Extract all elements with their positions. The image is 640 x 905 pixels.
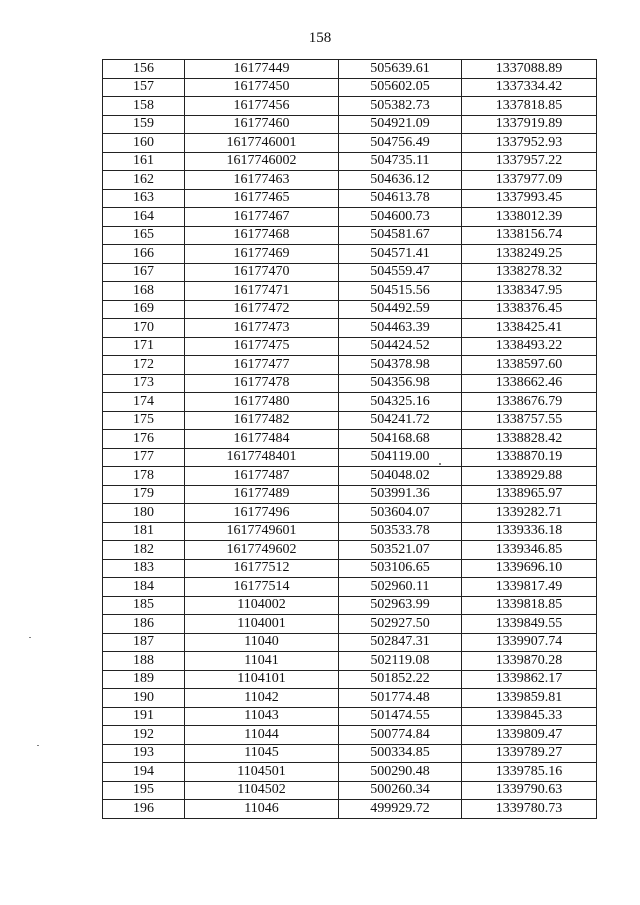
point-id-cell: 16177484 [185,430,339,449]
table-row [103,448,597,467]
table-row [103,134,597,153]
row-number-cell: 195 [103,781,185,800]
y-coordinate-cell: 1339849.55 [462,615,597,634]
table-row [103,467,597,486]
x-coordinate-cell: 503533.78 [339,522,462,541]
y-coordinate-cell: 1337818.85 [462,97,597,116]
y-coordinate-cell: 1337334.42 [462,78,597,97]
row-number-cell: 189 [103,670,185,689]
y-coordinate-cell: 1338156.74 [462,226,597,245]
table-row [103,356,597,375]
point-id-cell: 1617746001 [185,134,339,153]
x-coordinate-cell: 500334.85 [339,744,462,763]
point-id-cell: 16177472 [185,300,339,319]
row-number-cell: 175 [103,411,185,430]
y-coordinate-cell: 1339336.18 [462,522,597,541]
point-id-cell: 16177450 [185,78,339,97]
y-coordinate-cell: 1339780.73 [462,800,597,819]
row-number-cell: 190 [103,689,185,708]
y-coordinate-cell: 1338662.46 [462,374,597,393]
point-id-cell: 1617746002 [185,152,339,171]
y-coordinate-cell: 1338870.19 [462,448,597,467]
point-id-cell: 16177475 [185,337,339,356]
row-number-cell: 187 [103,633,185,652]
table-row [103,781,597,800]
y-coordinate-cell: 1339845.33 [462,707,597,726]
y-coordinate-cell: 1339789.27 [462,744,597,763]
y-coordinate-cell: 1339696.10 [462,559,597,578]
point-id-cell: 16177477 [185,356,339,375]
table-row [103,115,597,134]
table-row [103,300,597,319]
point-id-cell: 1617748401 [185,448,339,467]
x-coordinate-cell: 504325.16 [339,393,462,412]
table-row [103,559,597,578]
point-id-cell: 16177470 [185,263,339,282]
table-row [103,393,597,412]
row-number-cell: 159 [103,115,185,134]
x-coordinate-cell: 503106.65 [339,559,462,578]
table-row [103,744,597,763]
x-coordinate-cell: 501852.22 [339,670,462,689]
point-id-cell: 1104101 [185,670,339,689]
x-coordinate-cell: 504581.67 [339,226,462,245]
y-coordinate-cell: 1338278.32 [462,263,597,282]
y-coordinate-cell: 1339818.85 [462,596,597,615]
point-id-cell: 16177467 [185,208,339,227]
y-coordinate-cell: 1338012.39 [462,208,597,227]
x-coordinate-cell: 502960.11 [339,578,462,597]
y-coordinate-cell: 1338597.60 [462,356,597,375]
table-row [103,578,597,597]
y-coordinate-cell: 1337977.09 [462,171,597,190]
row-number-cell: 168 [103,282,185,301]
x-coordinate-cell: 502963.99 [339,596,462,615]
x-coordinate-cell: 499929.72 [339,800,462,819]
point-id-cell: 16177478 [185,374,339,393]
point-id-cell: 16177480 [185,393,339,412]
point-id-cell: 16177473 [185,319,339,338]
table-row [103,430,597,449]
y-coordinate-cell: 1337957.22 [462,152,597,171]
row-number-cell: 174 [103,393,185,412]
point-id-cell: 16177482 [185,411,339,430]
point-id-cell: 16177468 [185,226,339,245]
row-number-cell: 178 [103,467,185,486]
x-coordinate-cell: 505602.05 [339,78,462,97]
y-coordinate-cell: 1338347.95 [462,282,597,301]
point-id-cell: 16177463 [185,171,339,190]
point-id-cell: 16177456 [185,97,339,116]
row-number-cell: 184 [103,578,185,597]
y-coordinate-cell: 1339859.81 [462,689,597,708]
y-coordinate-cell: 1337919.89 [462,115,597,134]
point-id-cell: 1104502 [185,781,339,800]
x-coordinate-cell: 504613.78 [339,189,462,208]
x-coordinate-cell: 504559.47 [339,263,462,282]
y-coordinate-cell: 1338376.45 [462,300,597,319]
table-row [103,208,597,227]
y-coordinate-cell: 1338425.41 [462,319,597,338]
table-row [103,171,597,190]
x-coordinate-cell: 504756.49 [339,134,462,153]
row-number-cell: 172 [103,356,185,375]
row-number-cell: 162 [103,171,185,190]
table-row [103,596,597,615]
table-row [103,689,597,708]
row-number-cell: 180 [103,504,185,523]
point-id-cell: 11041 [185,652,339,671]
x-coordinate-cell: 502927.50 [339,615,462,634]
table-row [103,707,597,726]
x-coordinate-cell: 504168.68 [339,430,462,449]
row-number-cell: 182 [103,541,185,560]
x-coordinate-cell: 504600.73 [339,208,462,227]
y-coordinate-cell: 1338249.25 [462,245,597,264]
row-number-cell: 196 [103,800,185,819]
row-number-cell: 181 [103,522,185,541]
row-number-cell: 166 [103,245,185,264]
table-row [103,263,597,282]
y-coordinate-cell: 1337952.93 [462,134,597,153]
x-coordinate-cell: 504241.72 [339,411,462,430]
point-id-cell: 11044 [185,726,339,745]
row-number-cell: 185 [103,596,185,615]
row-number-cell: 183 [103,559,185,578]
point-id-cell: 1104001 [185,615,339,634]
x-coordinate-cell: 504378.98 [339,356,462,375]
table-row [103,78,597,97]
x-coordinate-cell: 504515.56 [339,282,462,301]
table-row [103,189,597,208]
row-number-cell: 176 [103,430,185,449]
row-number-cell: 170 [103,319,185,338]
table-row [103,245,597,264]
scan-speck [29,637,31,638]
point-id-cell: 16177514 [185,578,339,597]
y-coordinate-cell: 1339862.17 [462,670,597,689]
table-row [103,152,597,171]
y-coordinate-cell: 1338965.97 [462,485,597,504]
x-coordinate-cell: 502119.08 [339,652,462,671]
point-id-cell: 11045 [185,744,339,763]
point-id-cell: 16177489 [185,485,339,504]
x-coordinate-cell: 504119.00 [339,448,462,467]
row-number-cell: 177 [103,448,185,467]
point-id-cell: 11042 [185,689,339,708]
table-row [103,763,597,782]
row-number-cell: 158 [103,97,185,116]
table-row [103,485,597,504]
x-coordinate-cell: 504921.09 [339,115,462,134]
point-id-cell: 16177487 [185,467,339,486]
row-number-cell: 191 [103,707,185,726]
x-coordinate-cell: 503604.07 [339,504,462,523]
row-number-cell: 163 [103,189,185,208]
y-coordinate-cell: 1337993.45 [462,189,597,208]
y-coordinate-cell: 1339346.85 [462,541,597,560]
x-coordinate-cell: 505382.73 [339,97,462,116]
y-coordinate-cell: 1338493.22 [462,337,597,356]
row-number-cell: 161 [103,152,185,171]
x-coordinate-cell: 504424.52 [339,337,462,356]
row-number-cell: 194 [103,763,185,782]
point-id-cell: 16177465 [185,189,339,208]
page-number: 158 [308,30,332,46]
row-number-cell: 173 [103,374,185,393]
row-number-cell: 179 [103,485,185,504]
coordinates-table-body [103,60,597,819]
row-number-cell: 171 [103,337,185,356]
table-row [103,337,597,356]
x-coordinate-cell: 504571.41 [339,245,462,264]
x-coordinate-cell: 500774.84 [339,726,462,745]
row-number-cell: 160 [103,134,185,153]
y-coordinate-cell: 1338676.79 [462,393,597,412]
x-coordinate-cell: 500290.48 [339,763,462,782]
point-id-cell: 16177449 [185,60,339,79]
y-coordinate-cell: 1339809.47 [462,726,597,745]
x-coordinate-cell: 504735.11 [339,152,462,171]
y-coordinate-cell: 1339907.74 [462,633,597,652]
table-row [103,633,597,652]
point-id-cell: 16177469 [185,245,339,264]
table-row [103,670,597,689]
row-number-cell: 169 [103,300,185,319]
table-row [103,282,597,301]
coordinates-table [102,59,597,819]
table-row [103,226,597,245]
x-coordinate-cell: 501474.55 [339,707,462,726]
point-id-cell: 1104002 [185,596,339,615]
x-coordinate-cell: 504048.02 [339,467,462,486]
table-row [103,504,597,523]
table-row [103,652,597,671]
table-row [103,319,597,338]
table-row [103,726,597,745]
point-id-cell: 16177471 [185,282,339,301]
row-number-cell: 164 [103,208,185,227]
point-id-cell: 1617749601 [185,522,339,541]
table-row [103,97,597,116]
table-row [103,374,597,393]
table-row [103,800,597,819]
y-coordinate-cell: 1339785.16 [462,763,597,782]
x-coordinate-cell: 502847.31 [339,633,462,652]
row-number-cell: 193 [103,744,185,763]
point-id-cell: 16177496 [185,504,339,523]
table-row [103,60,597,79]
table-row [103,411,597,430]
row-number-cell: 156 [103,60,185,79]
y-coordinate-cell: 1337088.89 [462,60,597,79]
table-row [103,541,597,560]
row-number-cell: 186 [103,615,185,634]
y-coordinate-cell: 1338828.42 [462,430,597,449]
row-number-cell: 157 [103,78,185,97]
point-id-cell: 11040 [185,633,339,652]
point-id-cell: 1104501 [185,763,339,782]
point-id-cell: 11046 [185,800,339,819]
scan-speck [439,463,441,465]
point-id-cell: 1617749602 [185,541,339,560]
point-id-cell: 11043 [185,707,339,726]
row-number-cell: 167 [103,263,185,282]
x-coordinate-cell: 505639.61 [339,60,462,79]
y-coordinate-cell: 1339870.28 [462,652,597,671]
x-coordinate-cell: 500260.34 [339,781,462,800]
table-row [103,522,597,541]
y-coordinate-cell: 1339817.49 [462,578,597,597]
y-coordinate-cell: 1338929.88 [462,467,597,486]
y-coordinate-cell: 1338757.55 [462,411,597,430]
x-coordinate-cell: 503521.07 [339,541,462,560]
x-coordinate-cell: 504492.59 [339,300,462,319]
x-coordinate-cell: 504356.98 [339,374,462,393]
point-id-cell: 16177460 [185,115,339,134]
point-id-cell: 16177512 [185,559,339,578]
row-number-cell: 188 [103,652,185,671]
x-coordinate-cell: 504636.12 [339,171,462,190]
row-number-cell: 165 [103,226,185,245]
row-number-cell: 192 [103,726,185,745]
x-coordinate-cell: 501774.48 [339,689,462,708]
y-coordinate-cell: 1339282.71 [462,504,597,523]
x-coordinate-cell: 503991.36 [339,485,462,504]
y-coordinate-cell: 1339790.63 [462,781,597,800]
scan-speck [37,745,39,746]
table-row [103,615,597,634]
x-coordinate-cell: 504463.39 [339,319,462,338]
